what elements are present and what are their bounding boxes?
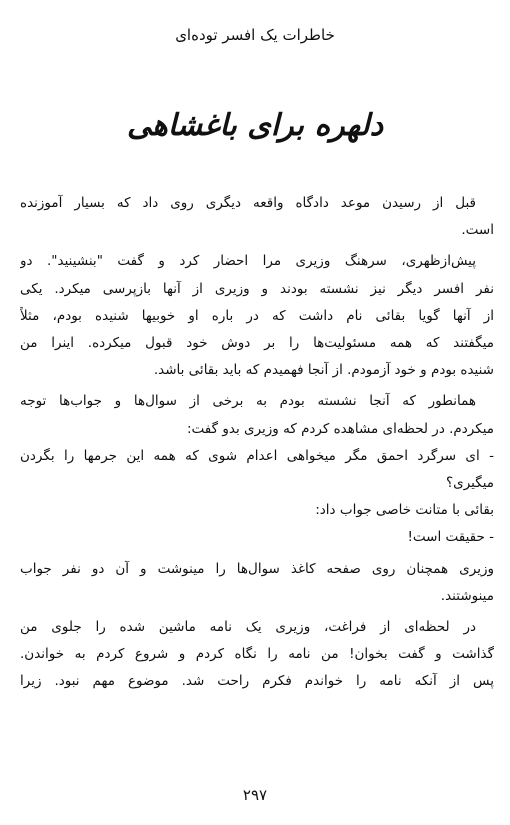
- text-line: از آنها گویا بقائی نام داشت که در باره او خوبیها شنیده بودم، مثلاً: [20, 307, 494, 324]
- text-line: میگیری؟: [445, 475, 494, 492]
- text-line: در لحظه‌ای از فراغت، وزیری یک نامه ماشین شده را جلوی من: [20, 619, 476, 636]
- text-line: - ای سرگرد احمق مگر میخواهی اعدام شوی که همه این جرمها را بگردن: [20, 447, 494, 464]
- text-line: بقائی با متانت خاصی جواب داد:: [315, 502, 494, 519]
- text-line: میگفتند که همه مسئولیت‌ها را بر دوش خود قبول میکرده. اینرا من: [20, 335, 494, 352]
- text-line: مینوشتند.: [440, 587, 494, 604]
- text-line: وزیری همچنان روی صفحه کاغذ سوال‌ها را مینوشت و آن دو نفر جواب: [20, 560, 494, 577]
- text-line: قبل از رسیدن موعد دادگاه واقعه دیگری روی داد که بسیار آموزنده: [20, 195, 476, 211]
- text-line: پیش‌ازظهری، سرهنگ وزیری مرا احضار کرد و گفت "بنشینید". دو: [20, 253, 476, 270]
- text-line: نفر افسر دیگر نیز نشسته بودند و وزیری از آنها بازپرسی میکرد. یکی: [20, 280, 494, 297]
- running-header: خاطرات یک افسر توده‌ای: [175, 26, 335, 44]
- text-line: همانطور که آنجا نشسته بودم به برخی از سوال‌ها و جواب‌ها توجه: [20, 393, 476, 410]
- text-line: شنیده بودم و خود آزمودم. از آنجا فهمیدم که باید بقائی باشد.: [153, 362, 494, 379]
- text-line: است.: [461, 222, 494, 239]
- text-line: گذاشت و گفت بخوان! من نامه را نگاه کردم و شروع کردم به خواندن.: [20, 646, 494, 663]
- text-line: پس از آنکه نامه را خواندم فکرم راحت شد. موضوع مهم نبود. زیرا: [20, 673, 494, 690]
- page-number: ۲۹۷: [242, 786, 268, 804]
- body-text: [20, 190, 494, 696]
- chapter-title: دلهره برای باغشاهی: [126, 108, 384, 143]
- text-line: میکردم. در لحظه‌ای مشاهده کردم که وزیری بدو گفت:: [187, 420, 494, 437]
- text-line: - حقیقت است!: [407, 529, 494, 546]
